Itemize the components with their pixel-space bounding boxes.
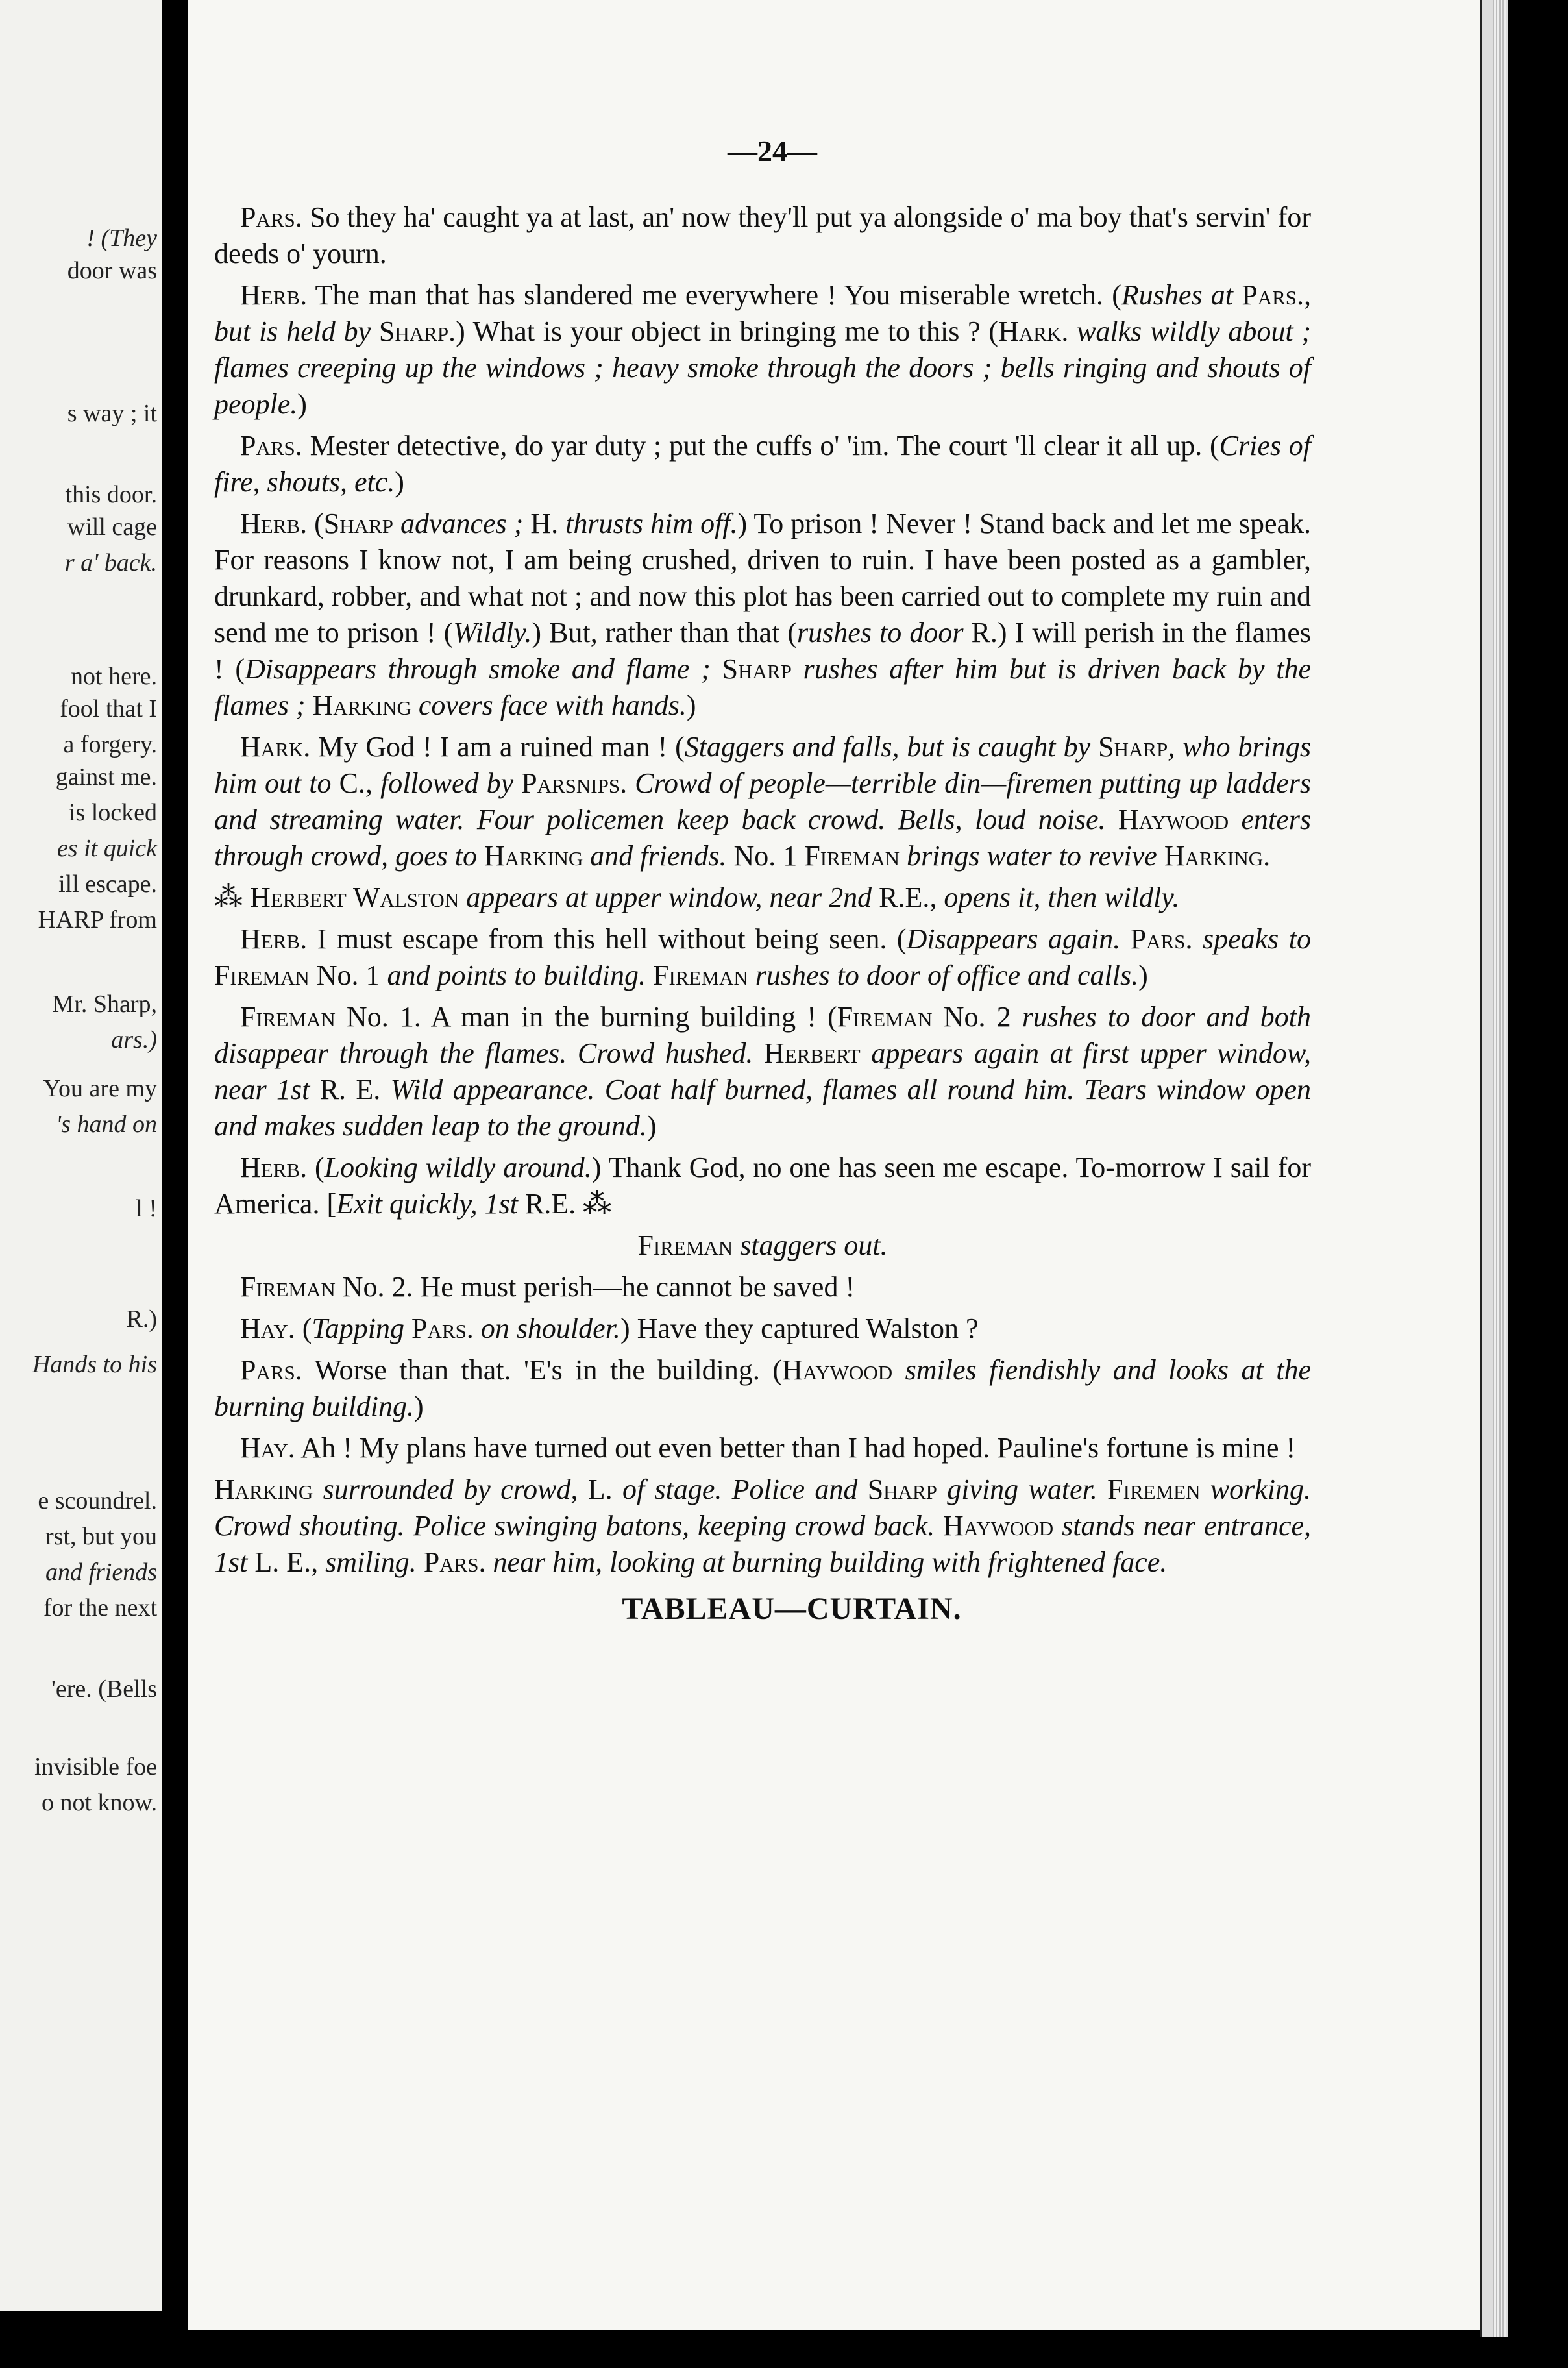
stage-direction: brings water to revive [900, 840, 1164, 872]
previous-page-fragment: l ! [136, 1195, 157, 1222]
dialogue-text: R. E. [319, 1074, 381, 1105]
speaker-name: Pars. [411, 1313, 474, 1344]
previous-page-fragment: and friends [45, 1559, 157, 1586]
stage-direction: Wild appearance. Coat half burned, flames all round him. Tears window open and makes sudden leap to the ground. [214, 1074, 1311, 1142]
previous-page-fragment: R.) [126, 1305, 157, 1333]
dialogue-text: ) [1138, 959, 1148, 991]
dialogue-text: ) I will perish in the flames ! ( [214, 617, 1312, 685]
page-number: —24— [728, 134, 817, 167]
dialogue-text: R.E. [524, 1188, 576, 1220]
speaker-name: Sharp [323, 508, 393, 539]
speaker-name: Pars. [240, 1354, 302, 1386]
book-gutter [162, 0, 188, 2368]
speaker-name: Pars. [1242, 279, 1304, 311]
speaker-name: Parsnips. [521, 767, 628, 799]
previous-page-fragment: for the next [43, 1594, 157, 1622]
dialogue-text: H. [530, 508, 559, 539]
previous-page-fragment: HARP from [38, 906, 157, 933]
dialogue-text: No. 1. A man in the burning building ! ( [335, 1001, 837, 1033]
script-paragraph [214, 277, 1311, 423]
script-paragraph [214, 428, 1311, 500]
previous-page-fragment: this door. [65, 481, 157, 508]
stage-direction: rushes to door and both disappear through the flames. Crowd hushed. [214, 1001, 1311, 1069]
speaker-name: Fireman [637, 1229, 733, 1261]
script-paragraph [214, 199, 1311, 272]
speaker-name: Sharp [722, 653, 792, 685]
dialogue-text: ) [297, 388, 307, 420]
stage-direction: , opens it, then wildly. [929, 882, 1180, 913]
page-edge-stack [1493, 0, 1506, 2337]
previous-page-fragment: 's hand on [56, 1111, 157, 1138]
previous-page-fragment: s way ; it [67, 400, 157, 427]
dialogue-text: ) Have they captured Walston ? [620, 1313, 979, 1344]
stage-direction: advances ; [393, 508, 531, 539]
stage-direction: Wildly. [453, 617, 532, 648]
previous-page-fragment: o not know. [41, 1789, 157, 1816]
speaker-name: Hay. [240, 1432, 295, 1464]
script-paragraph [214, 1472, 1311, 1581]
previous-page-fragment: door was [67, 257, 157, 284]
speaker-name: Haywood [1118, 804, 1229, 835]
speaker-name: Sharp. [378, 315, 456, 347]
stage-direction: , followed by [365, 767, 522, 799]
previous-page-fragment: fool that I [60, 695, 157, 722]
stage-direction: rushes to door [797, 617, 972, 648]
dialogue-text: R. [971, 617, 998, 648]
stage-direction: near him, looking at burning building with frightened face. [485, 1546, 1168, 1578]
previous-page-fragment: will cage [67, 513, 157, 541]
stage-direction: working. Crowd shouting. Police swinging batons, keeping crowd back. [214, 1474, 1311, 1542]
speaker-name: Harking [214, 1474, 313, 1505]
previous-page-fragment: Mr. Sharp, [52, 991, 157, 1018]
script-paragraph [214, 1150, 1311, 1222]
speaker-name: Sharp [867, 1474, 937, 1505]
speaker-name: Herb. [240, 508, 308, 539]
stage-direction: thrusts him off. [558, 508, 738, 539]
speaker-name: Herb. [240, 279, 308, 311]
speaker-name: Herb. [240, 1152, 308, 1183]
dialogue-text: ) [414, 1390, 424, 1422]
stage-direction: rushes after him but is driven back by the flames ; [214, 653, 1311, 721]
stage-direction: and friends. [583, 840, 734, 872]
speaker-name: Firemen [1107, 1474, 1201, 1505]
dialogue-text: ( [307, 1152, 325, 1183]
dialogue-text: So they ha' caught ya at last, an' now they'll put ya alongside o' ma boy that's servin' for deeds o' yourn. [214, 201, 1311, 269]
previous-page-fragment: es it quick [56, 835, 157, 862]
previous-page-fragment: rst, but you [45, 1523, 157, 1550]
previous-page-fragment: invisible foe [34, 1753, 157, 1781]
dialogue-text: Mester detective, do yar duty ; put the cuffs o' 'im. The court 'll clear it all up. ( [302, 430, 1219, 462]
script-paragraph [214, 506, 1311, 724]
previous-page-fragment: ! (They [86, 225, 157, 252]
dialogue-text: ( [295, 1313, 312, 1344]
dialogue-text: I must escape from this hell without being seen. ( [307, 923, 907, 955]
speaker-name: Pars. [240, 430, 302, 462]
stage-direction: Crowd of people—terrible din—firemen putting up ladders and streaming water. Four policemen keep back crowd. Bells, loud noise. [214, 767, 1311, 835]
stage-direction: Staggers and falls, but is caught by [684, 731, 1099, 763]
page-text [214, 133, 1311, 1627]
dialogue-text: ) What is your object in bringing me to this ? ( [456, 315, 999, 347]
dialogue-text: ) To prison ! Never ! Stand back and let me speak. For reasons I know not, I am being crushed, driven to ruin. I have been posted as a gambler, drunkard, robber, and what not ; and now this plot has been carried out to complete my ruin and send me to prison ! ( [214, 508, 1311, 648]
stage-direction: Disappears again. [906, 923, 1131, 955]
stage-direction: walks wildly about ; flames creeping up the windows ; heavy smoke through the doors ; bells ringing and shouts of people. [214, 315, 1312, 420]
previous-page-fragment: Hands to his [32, 1351, 157, 1378]
script-paragraph [214, 921, 1311, 994]
speaker-name: Fireman [214, 959, 310, 991]
previous-page-strip [0, 0, 162, 2311]
previous-page-fragment: a forgery. [63, 731, 157, 758]
speaker-name: Herbert Walston [250, 882, 459, 913]
stage-direction: , who brings him out to [214, 731, 1311, 799]
speaker-name: Sharp [1098, 731, 1168, 763]
speaker-name: Hay. [240, 1313, 295, 1344]
stage-direction: giving water. [937, 1474, 1108, 1505]
dialogue-text: No. 1 [733, 840, 805, 872]
previous-page-fragment: You are my [43, 1075, 157, 1102]
dialogue-text: ⁂ [214, 882, 250, 913]
previous-page-fragment: ill escape. [58, 870, 157, 898]
speaker-name: Pars. [423, 1546, 486, 1578]
stage-direction: covers face with hands. [411, 689, 687, 721]
speaker-name: Haywood [782, 1354, 893, 1386]
stage-direction: , but is held by [214, 279, 1311, 347]
script-paragraph [214, 1269, 1311, 1305]
previous-page-fragment: not here. [71, 663, 157, 690]
speaker-name: Pars. [240, 201, 302, 233]
previous-page-fragment: gainst me. [55, 763, 157, 791]
dialogue-text: ) [646, 1110, 657, 1142]
dialogue-text: L. [587, 1474, 613, 1505]
dialogue-text: ) [395, 466, 404, 498]
stage-direction: Cries of fire, shouts, etc. [214, 430, 1311, 498]
stage-direction: smiles fiendishly and looks at the burning building. [214, 1354, 1311, 1422]
stage-direction: , smiling. [311, 1546, 424, 1578]
dialogue-text: Worse than that. 'E's in the building. ( [302, 1354, 783, 1386]
script-paragraph [214, 1430, 1311, 1466]
dialogue-text: My God ! I am a ruined man ! ( [310, 731, 685, 763]
dialogue-text: No. 2. He must perish—he cannot be saved ! [335, 1271, 855, 1303]
dialogue-text: ) Thank God, no one has seen me escape. To-morrow I sail for America. [ [214, 1152, 1312, 1220]
stage-direction: surrounded by crowd, [313, 1474, 588, 1505]
previous-page-fragment: e scoundrel. [38, 1487, 157, 1514]
stage-direction: of stage. Police and [612, 1474, 868, 1505]
script-paragraph [214, 880, 1311, 916]
speaker-name: Harking. [1164, 840, 1271, 872]
speaker-name: Herbert [763, 1037, 861, 1069]
dialogue-text: ) But, rather than that ( [532, 617, 798, 648]
dialogue-text: R.E. [879, 882, 930, 913]
speaker-name: Harking [312, 689, 411, 721]
previous-page-fragment: ars.) [111, 1026, 157, 1054]
previous-page-fragment: is locked [68, 799, 157, 826]
stage-direction: on shoulder. [473, 1313, 620, 1344]
speaker-name: Fireman [240, 1001, 336, 1033]
speaker-name: Hark. [998, 315, 1069, 347]
stage-direction: staggers out. [733, 1229, 888, 1261]
speaker-name: Fireman [837, 1001, 933, 1033]
dialogue-text: Ah ! My plans have turned out even better than I had hoped. Pauline's fortune is mine ! [295, 1432, 1296, 1464]
dialogue-text: No. 1 [309, 959, 387, 991]
speaker-name: Fireman [804, 840, 900, 872]
dialogue-text: No. 2 [932, 1001, 1022, 1033]
script-paragraph [214, 1227, 1311, 1264]
script-paragraph [214, 1352, 1311, 1425]
stage-direction: and points to building. [387, 959, 654, 991]
stage-direction: appears again at first upper window, near 1st [214, 1037, 1311, 1105]
speaker-name: Hark. [240, 731, 311, 763]
dialogue-text: ) [686, 689, 696, 721]
speaker-name: Fireman [653, 959, 748, 991]
dialogue-text: L. E. [254, 1546, 312, 1578]
script-paragraph [214, 729, 1311, 874]
previous-page-fragment: 'ere. (Bells [51, 1675, 157, 1703]
stage-direction: Disappears through smoke and flame ; [245, 653, 722, 685]
previous-page-fragment: r a' back. [64, 549, 157, 576]
stage-direction: enters through crowd, goes to [214, 804, 1312, 872]
stage-direction: Tapping [312, 1313, 412, 1344]
closing-line: TABLEAU—CURTAIN. [622, 1592, 962, 1626]
dialogue-text: ( [307, 508, 324, 539]
dialogue-text: The man that has slandered me everywhere ! You miserable wretch. ( [307, 279, 1121, 311]
speaker-name: Harking [484, 840, 583, 872]
script-paragraph [214, 1311, 1311, 1347]
stage-direction: Exit quickly, 1st [336, 1188, 525, 1220]
speaker-name: Haywood [943, 1510, 1054, 1542]
book-page [188, 0, 1480, 2330]
dialogue-text: ⁂ [576, 1188, 612, 1220]
script-paragraphs [214, 199, 1311, 1581]
stage-direction: Rushes at [1121, 279, 1242, 311]
speaker-name: Herb. [240, 923, 308, 955]
stage-direction: rushes to door of office and calls. [748, 959, 1139, 991]
stage-direction: appears at upper window, near 2nd [459, 882, 879, 913]
dialogue-text: C. [339, 767, 365, 799]
stage-direction: Looking wildly around. [324, 1152, 592, 1183]
script-paragraph [214, 999, 1311, 1144]
speaker-name: Pars. [1130, 923, 1193, 955]
speaker-name: Fireman [240, 1271, 336, 1303]
stage-direction: stands near entrance, 1st [214, 1510, 1312, 1578]
stage-direction: speaks to [1192, 923, 1311, 955]
